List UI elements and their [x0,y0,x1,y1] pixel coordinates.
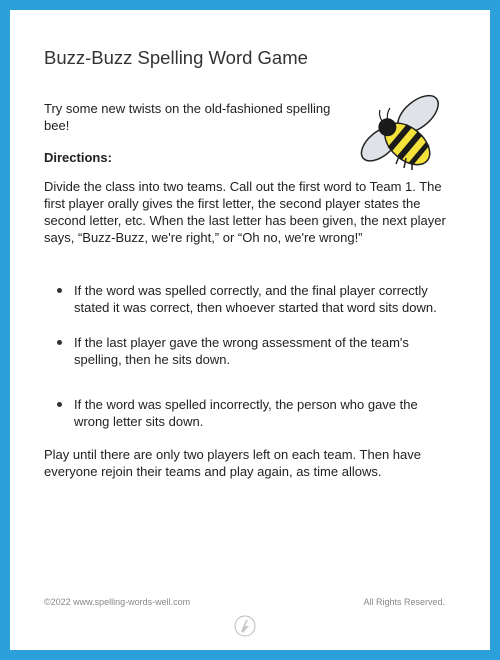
copyright-text: ©2022 www.spelling-words-well.com [44,597,191,607]
site-logo-icon [233,614,257,638]
list-item [74,334,446,368]
list-item-text: If the word was spelled correctly, and the final player correctly stated it was correct, then whoever started that word sits down. [74,283,437,315]
bullet-icon [57,340,62,345]
list-item [74,282,446,316]
bullet-icon [57,402,62,407]
directions-paragraph: Divide the class into two teams. Call out the first word to Team 1. The first player orally gives the first letter, the second player states the second letter, etc. When the last letter has been given, the next player says, “Buzz-Buzz, we're right,” or “Oh no, we're wrong!” [44,179,446,245]
worksheet-page [10,10,490,650]
page-title: Buzz-Buzz Spelling Word Game [44,47,308,68]
list-item-text: If the word was spelled incorrectly, the person who gave the wrong letter sits down. [74,397,418,429]
bullet-icon [57,288,62,293]
directions-heading: Directions: [44,150,112,165]
bee-illustration-icon [350,84,450,176]
list-item [74,396,446,430]
list-item-text: If the last player gave the wrong assessment of the team's spelling, then he sits down. [74,335,409,367]
rights-text: All Rights Reserved. [363,597,445,607]
intro-text: Try some new twists on the old-fashioned spelling bee! [44,101,331,133]
closing-paragraph: Play until there are only two players left on each team. Then have everyone rejoin their teams and play again, as time allows. [44,447,421,479]
